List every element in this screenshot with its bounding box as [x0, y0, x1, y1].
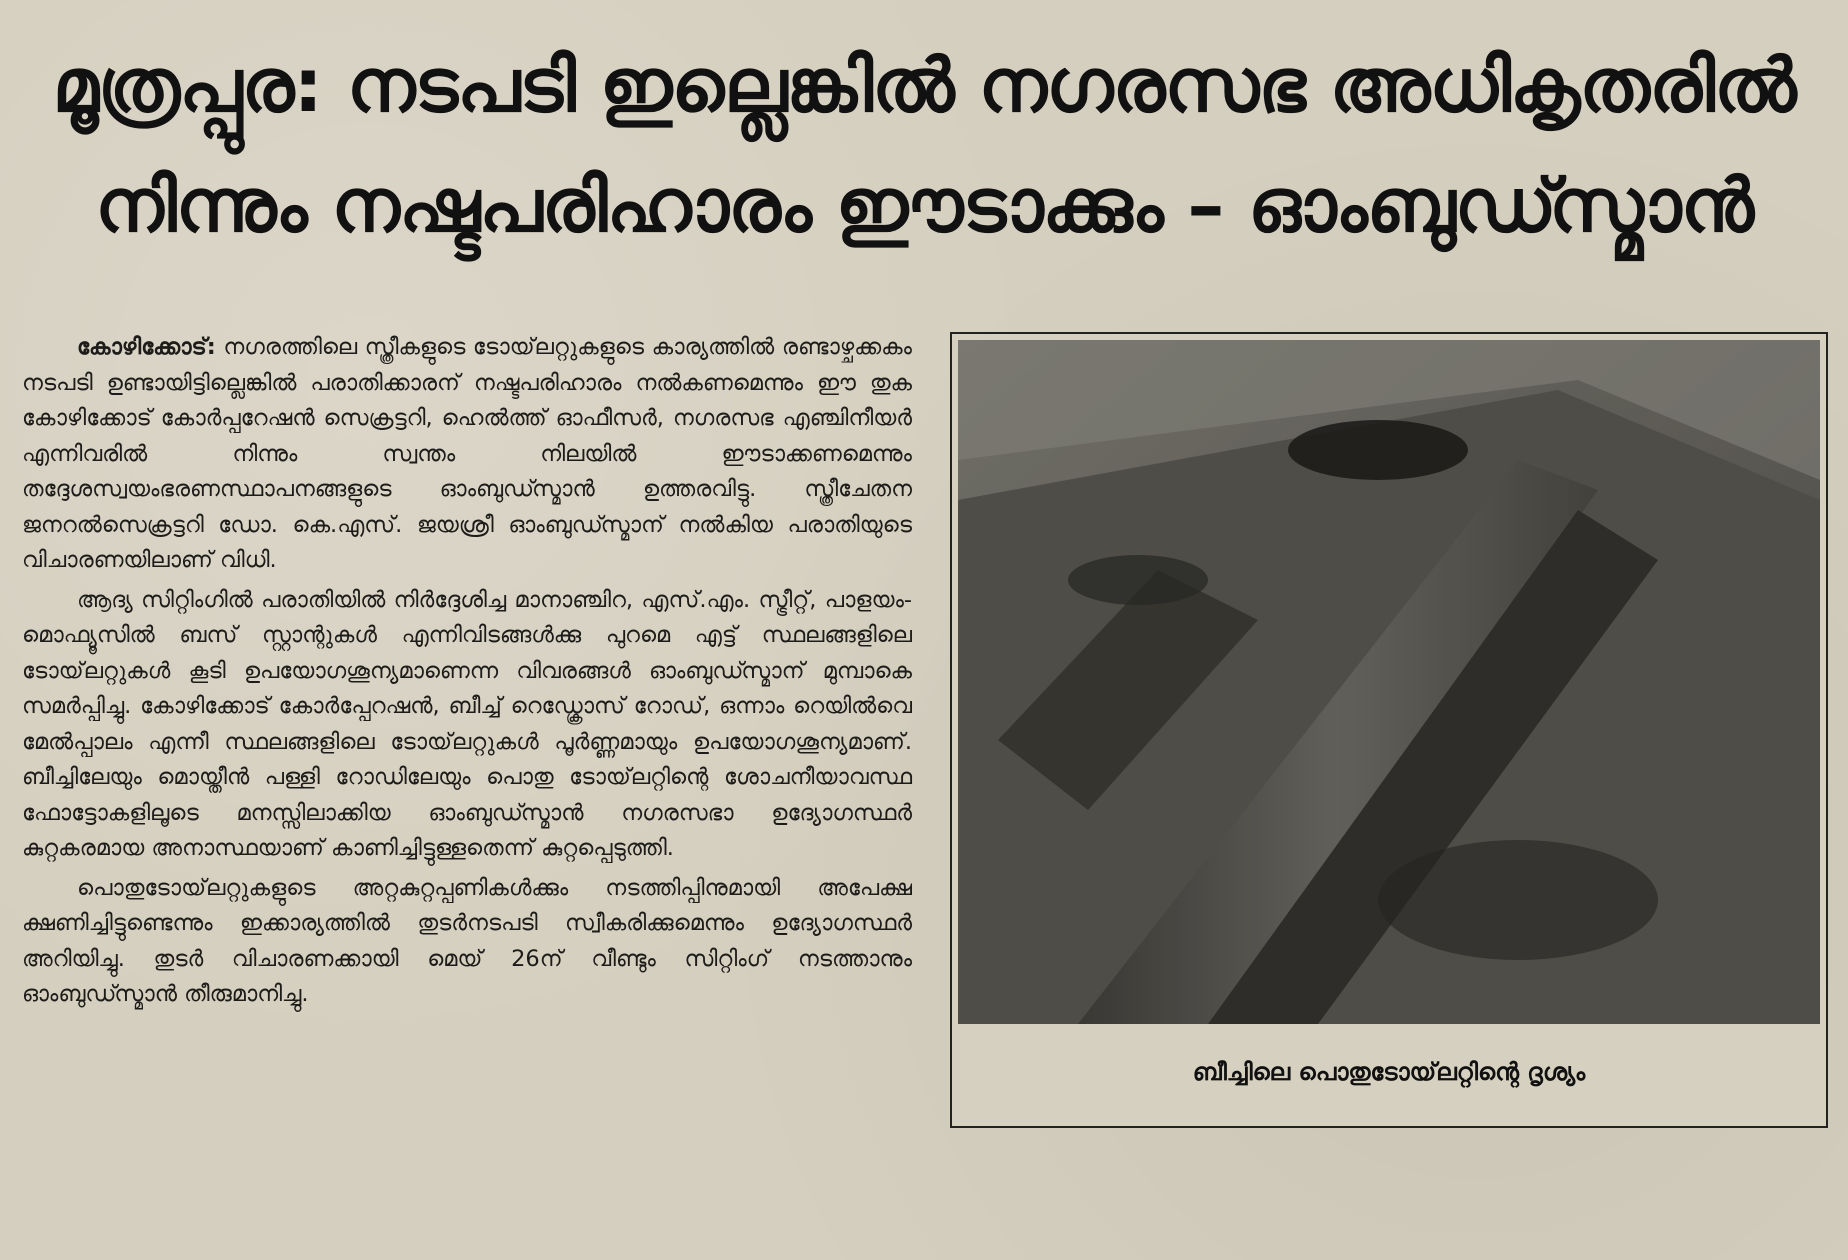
- headline: [20, 26, 1828, 266]
- article-paragraph-3: പൊതുടോയ്‌ലറ്റുകളുടെ അറ്റകുറ്റപ്പണികൾക്കും നടത്തിപ്പിനുമായി അപേക്ഷ ക്ഷണിച്ചിട്ടുണ്ടെന്നും ഇക്കാര്യത്തിൽ തുടർനടപടി സ്വീകരിക്കുമെന്നും ഉദ്യോഗസ്ഥർ അറിയിച്ചു. തുടർ വിചാരണക്കായി മെയ് 26ന് വീണ്ടും സിറ്റിംഗ് നടത്താനും ഓംബുഡ്സ്മാൻ തീരുമാനിച്ചു.: [22, 874, 912, 1007]
- toilet-photo-image: [958, 340, 1820, 1024]
- dateline: കോഴിക്കോട്:: [77, 334, 216, 360]
- article-body: [22, 330, 912, 1017]
- article-paragraph-2: ആദ്യ സിറ്റിംഗിൽ പരാതിയിൽ നിർദ്ദേശിച്ച മാനാഞ്ചിറ, എസ്.എം. സ്ട്രീറ്റ്, പാളയം-മൊഫ്യൂസിൽ ബസ് സ്റ്റാന്റുകൾ എന്നിവിടങ്ങൾക്കു പുറമെ എട്ട് സ്ഥലങ്ങളിലെ ടോയ്‌ലറ്റുകൾ കൂടി ഉപയോഗശൂന്യമാണെന്ന വിവരങ്ങൾ ഓംബുഡ്സ്മാന് മുമ്പാകെ സമർപ്പിച്ചു. കോഴിക്കോട് കോർപ്പേറഷൻ, ബീച്ച് റെഡ്ക്രോസ് റോഡ്, ഒന്നാം റെയിൽവെ മേൽപ്പാലം എന്നീ സ്ഥലങ്ങളിലെ ടോയ്‌ലറ്റുകൾ പൂർണ്ണമായും ഉപയോഗശൂന്യമാണ്. ബീച്ചിലേയും മൊയ്തീൻ പള്ളി റോഡിലേയും പൊതു ടോയ്‌ലറ്റിന്റെ ശോചനീയാവസ്ഥ ഫോട്ടോകളിലൂടെ മനസ്സിലാക്കിയ ഓംബുഡ്സ്മാൻ നഗരസഭാ ഉദ്യോഗസ്ഥർ കുറ്റകരമായ അനാസ്ഥയാണ് കാണിച്ചിട്ടുള്ളതെന്ന് കുറ്റപ്പെടുത്തി.: [22, 586, 912, 861]
- headline-line-2: നിന്നും നഷ്ടപരിഹാരം ഈടാക്കും – ഓംബുഡ്സ്മാൻ: [94, 163, 1754, 249]
- headline-line-1: മൂത്രപ്പുര: നടപടി ഇല്ലെങ്കിൽ നഗരസഭ അധികൃതരിൽ: [52, 43, 1796, 129]
- photo-caption: ബീച്ചിലെ പൊതുടോയ്‌ലറ്റിന്റെ ദൃശ്യം: [1192, 1058, 1586, 1086]
- toilet-photo: [958, 340, 1820, 1024]
- paragraph-1-text: നഗരത്തിലെ സ്ത്രീകളുടെ ടോയ്‌ലറ്റുകളുടെ കാര്യത്തിൽ രണ്ടാഴ്ചക്കകം നടപടി ഉണ്ടായിട്ടില്ലെങ്കിൽ പരാതിക്കാരന് നഷ്ടപരിഹാരം നൽകണമെന്നും ഈ തുക കോഴിക്കോട് കോർപ്പറേഷൻ സെക്രട്ടറി, ഹെൽത്ത് ഓഫീസർ, നഗരസഭ എഞ്ചിനീയർ എന്നിവരിൽ നിന്നും സ്വന്തം നിലയിൽ ഈടാക്കണമെന്നും തദ്ദേശസ്വയംഭരണസ്ഥാപനങ്ങളുടെ ഓംബുഡ്സ്മാൻ ഉത്തരവിട്ടു. സ്ത്രീചേതന ജനറൽസെക്രട്ടറി ഡോ. കെ.എസ്. ജയശ്രീ ഓംബുഡ്സ്മാന് നൽകിയ പരാതിയുടെ വിചാരണയിലാണ് വിധി.: [22, 334, 912, 573]
- photo-frame: [950, 332, 1828, 1128]
- article-paragraph-1: [22, 330, 912, 579]
